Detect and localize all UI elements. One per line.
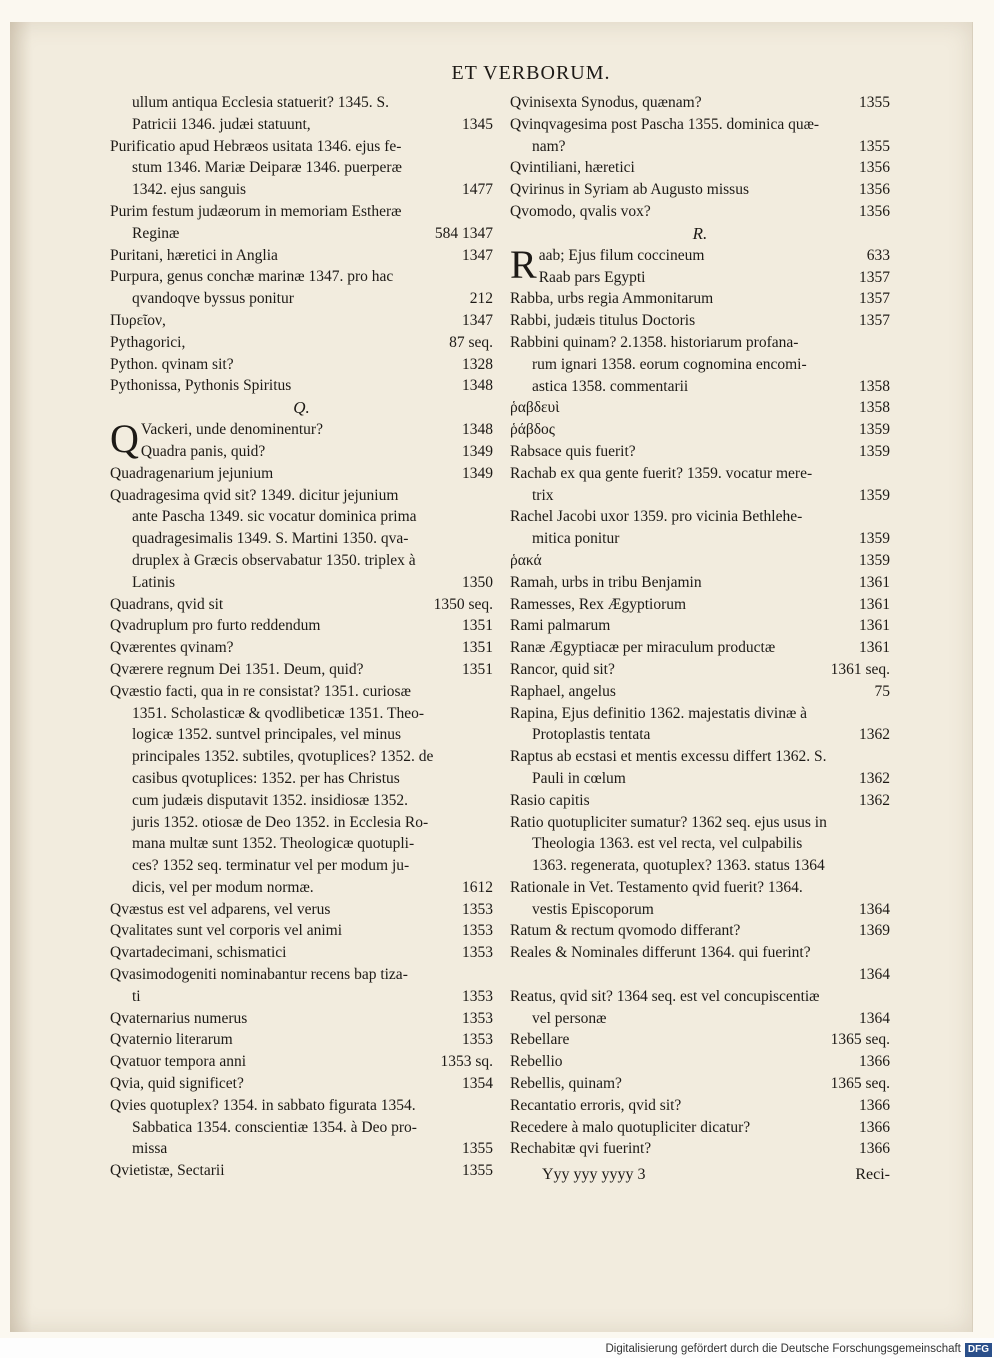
entry-text: Sabbatica 1354. conscientiæ 1354. à Deo pro- bbox=[132, 1118, 417, 1136]
index-entry bbox=[510, 920, 890, 942]
page-reference: 1349 bbox=[462, 464, 493, 482]
index-entry bbox=[510, 572, 890, 594]
left-column bbox=[110, 92, 493, 1182]
page-reference: 1353 bbox=[462, 900, 493, 918]
entry-text: Pauli in cœlum bbox=[532, 769, 626, 787]
entry-text: Rechabitæ qvi fuerint? bbox=[510, 1140, 652, 1158]
page-reference: 75 bbox=[874, 682, 890, 700]
entry-text: vestis Episcoporum bbox=[532, 900, 654, 918]
entry-text: Rasio capitis bbox=[510, 791, 590, 809]
index-entry bbox=[510, 332, 890, 397]
entry-text: Rabbi, judæis titulus Doctoris bbox=[510, 312, 696, 330]
index-entry bbox=[510, 463, 890, 507]
page-reference: 1361 seq. bbox=[830, 660, 890, 678]
entry-text: Rebellio bbox=[510, 1053, 563, 1071]
index-entry bbox=[510, 288, 890, 310]
entry-text: mitica ponitur bbox=[532, 530, 620, 548]
entry-text: Qvia, quid significet? bbox=[110, 1075, 244, 1093]
entry-text: nam? bbox=[532, 137, 566, 155]
index-entry bbox=[510, 1051, 890, 1073]
entry-text: Qværentes qvinam? bbox=[110, 639, 234, 657]
entry-text: Qvalitates sunt vel corporis vel animi bbox=[110, 922, 343, 940]
entry-text: vel personæ bbox=[532, 1009, 607, 1027]
entry-text: Rapina, Ejus definitio 1362. majestatis divinæ à bbox=[510, 704, 808, 722]
entry-text: ces? 1352 seq. terminatur vel per modum ju- bbox=[132, 857, 410, 875]
entry-line bbox=[510, 245, 890, 267]
entry-text: Puritani, hæretici in Anglia bbox=[110, 246, 278, 264]
entry-text: Reginæ bbox=[132, 224, 180, 242]
page-reference: 1351 bbox=[462, 639, 493, 657]
index-entry bbox=[510, 550, 890, 572]
digitization-footer bbox=[0, 1340, 1000, 1358]
index-entry bbox=[110, 942, 493, 964]
entry-text: Protoplastis tentata bbox=[532, 726, 651, 744]
entry-text: trix bbox=[532, 486, 554, 504]
entry-text: ῥακά bbox=[510, 551, 542, 569]
index-entry bbox=[510, 179, 890, 201]
index-entry bbox=[510, 637, 890, 659]
entry-text: Qvasimodogeniti nominabantur recens bap tiza- bbox=[110, 966, 408, 984]
index-entry bbox=[110, 485, 493, 594]
catchword: Reci- bbox=[855, 1166, 890, 1184]
entry-text: Rami palmarum bbox=[510, 617, 611, 635]
index-entry bbox=[510, 659, 890, 681]
index-entry bbox=[510, 397, 890, 419]
page-reference: 1364 bbox=[859, 1009, 890, 1027]
page-reference: 1351 bbox=[462, 660, 493, 678]
entry-text: Latinis bbox=[132, 573, 176, 591]
page-reference: 1362 bbox=[859, 769, 890, 787]
entry-text: Rabbini quinam? 2.1358. historiarum profana- bbox=[510, 333, 799, 351]
page-reference: 1358 bbox=[859, 377, 890, 395]
entry-text: Qvinisexta Synodus, quænam? bbox=[510, 94, 702, 111]
index-entry bbox=[110, 1008, 493, 1030]
entry-text: Πυρεῖον, bbox=[110, 311, 166, 329]
page-reference: 1477 bbox=[462, 181, 493, 199]
entry-text: ῥαβδευὶ bbox=[510, 399, 560, 417]
entry-text: Qvaternarius numerus bbox=[110, 1009, 248, 1027]
index-entry bbox=[110, 659, 493, 681]
letter-heading: Q. bbox=[293, 398, 310, 418]
page-reference: 1612 bbox=[462, 878, 493, 896]
page-reference: 1364 bbox=[859, 900, 890, 918]
index-entry bbox=[510, 114, 890, 158]
entry-text: missa bbox=[132, 1140, 168, 1158]
entry-line bbox=[110, 419, 493, 441]
entry-text: Theologia 1363. est vel recta, vel culpabilis bbox=[532, 835, 803, 853]
page-reference: 87 seq. bbox=[449, 333, 493, 351]
entry-text: juris 1352. otiosæ de Deo 1352. in Ecclesia Ro- bbox=[132, 813, 429, 831]
page-reference: 1365 seq. bbox=[830, 1031, 890, 1049]
page-reference: 1356 bbox=[859, 159, 890, 177]
page-reference: 1328 bbox=[462, 355, 493, 373]
page-reference: 1361 bbox=[859, 639, 890, 657]
index-entry bbox=[510, 703, 890, 747]
entry-text: Ranæ Ægyptiacæ per miraculum productæ bbox=[510, 639, 776, 657]
entry-text: aab; Ejus filum coccineum bbox=[538, 246, 705, 264]
page-reference: 1359 bbox=[859, 486, 890, 504]
page-reference: 1359 bbox=[859, 530, 890, 548]
index-entry bbox=[510, 790, 890, 812]
entry-text: qvandoqve byssus ponitur bbox=[132, 290, 294, 308]
entry-text: Pythonissa, Pythonis Spiritus bbox=[110, 377, 292, 395]
index-entry bbox=[110, 332, 493, 354]
entry-text: Purpura, genus conchæ marinæ 1347. pro hac bbox=[110, 268, 394, 286]
index-entry bbox=[110, 681, 493, 899]
page-reference: 1362 bbox=[859, 791, 890, 809]
page-reference: 1361 bbox=[859, 573, 890, 591]
page-reference: 1366 bbox=[859, 1118, 890, 1136]
index-entry bbox=[510, 92, 890, 114]
page-reference: 1369 bbox=[859, 922, 890, 940]
entry-text: Qvaternio literarum bbox=[110, 1031, 233, 1049]
page-reference: 1361 bbox=[859, 595, 890, 613]
entry-text: Qværere regnum Dei 1351. Deum, quid? bbox=[110, 660, 364, 678]
page-reference: 1357 bbox=[859, 290, 890, 308]
page-reference: 1350 seq. bbox=[433, 595, 493, 613]
index-entry bbox=[510, 594, 890, 616]
entry-text: Purim festum judæorum in memoriam Estheræ bbox=[110, 202, 402, 220]
entry-text: Patricii 1346. judæi statuunt, bbox=[132, 115, 311, 133]
index-entry bbox=[510, 1029, 890, 1051]
page-reference: 1362 bbox=[859, 726, 890, 744]
entry-text: 1363. regenerata, quotuplex? 1363. status 1364 bbox=[532, 857, 825, 875]
signature-mark: Yyy yyy yyyy 3 bbox=[542, 1166, 646, 1184]
entry-text: Rationale in Vet. Testamento qvid fuerit? 1364. bbox=[510, 878, 803, 896]
index-entry bbox=[110, 245, 493, 267]
entry-text: Quadragesima qvid sit? 1349. dicitur jejunium bbox=[110, 486, 399, 504]
page-reference: 1347 bbox=[462, 246, 493, 264]
index-entry bbox=[510, 441, 890, 463]
page-reference: 1355 bbox=[462, 1162, 493, 1180]
page-reference: 633 bbox=[866, 246, 890, 264]
page-reference: 1359 bbox=[859, 551, 890, 569]
page-reference: 212 bbox=[469, 290, 493, 308]
entry-text: rum ignari 1358. eorum cognomina encomi- bbox=[532, 355, 807, 373]
entry-text: 1342. ejus sanguis bbox=[132, 181, 247, 199]
page-reference: 1353 bbox=[462, 1031, 493, 1049]
index-entry bbox=[510, 1117, 890, 1139]
page-reference: 1365 seq. bbox=[830, 1075, 890, 1093]
index-entry bbox=[510, 812, 890, 877]
page-reference: 1354 bbox=[462, 1075, 493, 1093]
index-entry bbox=[110, 964, 493, 1008]
entry-text: Ramah, urbs in tribu Benjamin bbox=[510, 573, 702, 591]
page-reference: 1361 bbox=[859, 617, 890, 635]
index-entry bbox=[110, 266, 493, 310]
page-reference: 1347 bbox=[462, 311, 493, 329]
page-reference: 1356 bbox=[859, 181, 890, 199]
index-entry bbox=[510, 986, 890, 1030]
page-reference: 1355 bbox=[859, 137, 890, 155]
entry-text: Recantatio erroris, qvid sit? bbox=[510, 1096, 682, 1114]
entry-text: Ramesses, Rex Ægyptiorum bbox=[510, 595, 687, 613]
index-entry bbox=[510, 506, 890, 550]
index-entry bbox=[510, 419, 890, 441]
drop-initial: Q bbox=[110, 416, 139, 462]
entry-text: quadragesimalis 1349. S. Martini 1350. qva- bbox=[132, 530, 409, 548]
page-reference: 1350 bbox=[462, 573, 493, 591]
index-entry bbox=[510, 681, 890, 703]
entry-text: druplex à Græcis observabatur 1350. triplex à bbox=[132, 551, 416, 569]
entry-text: Qvatuor tempora anni bbox=[110, 1053, 247, 1071]
entry-text: ullum antiqua Ecclesia statuerit? 1345. S. bbox=[132, 94, 389, 111]
entry-text: Qvadruplum pro furto reddendum bbox=[110, 617, 321, 635]
entry-line bbox=[510, 267, 890, 289]
index-entry bbox=[110, 354, 493, 376]
entry-text: Rabsace quis fuerit? bbox=[510, 442, 636, 460]
page-reference: 1349 bbox=[462, 442, 493, 460]
index-entry bbox=[110, 594, 493, 616]
index-entry bbox=[510, 201, 890, 223]
entry-text: 1351. Scholasticæ & qvodlibeticæ 1351. Theo- bbox=[132, 704, 425, 722]
entry-text: Pythagorici, bbox=[110, 333, 186, 351]
dfg-logo: DFG bbox=[965, 1343, 992, 1357]
entry-text: Python. qvinam sit? bbox=[110, 355, 234, 373]
page-reference: 1348 bbox=[462, 421, 493, 439]
index-entry bbox=[110, 1029, 493, 1051]
entry-text: Purificatio apud Hebræos usitata 1346. ejus fe- bbox=[110, 137, 402, 155]
index-entry bbox=[510, 1095, 890, 1117]
letter-heading: R. bbox=[692, 223, 708, 243]
entry-text: stum 1346. Mariæ Deiparæ 1346. puerperæ bbox=[132, 159, 402, 177]
index-entry bbox=[110, 463, 493, 485]
page-reference: 1358 bbox=[859, 399, 890, 417]
index-entry bbox=[110, 637, 493, 659]
entry-text: Rancor, quid sit? bbox=[510, 660, 615, 678]
entry-text: Quadra panis, quid? bbox=[140, 442, 266, 460]
right-column bbox=[510, 92, 890, 1186]
book-page bbox=[10, 22, 973, 1332]
page-reference: 1355 bbox=[859, 94, 890, 111]
entry-text: Reatus, qvid sit? 1364 seq. est vel concupiscentiæ bbox=[510, 987, 820, 1005]
index-entry bbox=[510, 1138, 890, 1160]
page-reference: 1353 bbox=[462, 987, 493, 1005]
index-entry bbox=[110, 899, 493, 921]
entry-text: Raptus ab ecstasi et mentis excessu differt 1362. S. bbox=[510, 748, 827, 766]
entry-text: Qvietistæ, Sectarii bbox=[110, 1162, 225, 1180]
page-reference: 1366 bbox=[859, 1140, 890, 1158]
entry-text bbox=[510, 964, 890, 986]
entry-text: Rebellis, quinam? bbox=[510, 1075, 622, 1093]
index-entry bbox=[510, 310, 890, 332]
index-entry bbox=[510, 942, 890, 986]
entry-text: Reales & Nominales differunt 1364. qui fuerint? bbox=[510, 944, 811, 962]
page-reference: 1366 bbox=[859, 1053, 890, 1071]
entry-text: Qvæstus est vel adparens, vel verus bbox=[110, 900, 331, 918]
entry-text: Qvirinus in Syriam ab Augusto missus bbox=[510, 181, 749, 199]
index-entry bbox=[110, 1160, 493, 1182]
index-entry bbox=[510, 746, 890, 790]
index-entry bbox=[110, 416, 493, 463]
index-entry bbox=[510, 1073, 890, 1095]
index-entry bbox=[110, 310, 493, 332]
index-entry bbox=[110, 615, 493, 637]
page-reference: 1359 bbox=[859, 421, 890, 439]
index-entry bbox=[110, 1073, 493, 1095]
index-entry bbox=[110, 92, 493, 136]
entry-text: Ratio quotupliciter sumatur? 1362 seq. ejus usus in bbox=[510, 813, 827, 831]
index-entry bbox=[110, 375, 493, 397]
entry-text: cum judæis disputavit 1352. insidiosæ 1352. bbox=[132, 791, 409, 809]
page-reference: 1353 bbox=[462, 922, 493, 940]
index-entry bbox=[110, 201, 493, 245]
page-reference: 1353 sq. bbox=[440, 1053, 493, 1071]
entry-text: Qvies quotuplex? 1354. in sabbato figurata 1354. bbox=[110, 1096, 416, 1114]
page-reference: 1366 bbox=[859, 1096, 890, 1114]
entry-text: Vackeri, unde denominentur? bbox=[140, 421, 323, 439]
page-reference: 1348 bbox=[462, 377, 493, 395]
entry-text: mana multæ sunt 1352. Theologicæ quotupli- bbox=[132, 835, 415, 853]
index-entry bbox=[110, 1095, 493, 1160]
page-reference: 1353 bbox=[462, 1009, 493, 1027]
entry-text: Raab pars Egypti bbox=[538, 268, 646, 286]
entry-text: Qvintiliani, hæretici bbox=[510, 159, 635, 177]
index-entry bbox=[110, 920, 493, 942]
page-reference: 1357 bbox=[859, 312, 890, 330]
index-entry bbox=[510, 157, 890, 179]
index-entry bbox=[110, 136, 493, 201]
entry-text: Rachel Jacobi uxor 1359. pro vicinia Bethlehe- bbox=[510, 508, 803, 526]
running-header: ET VERBORUM. bbox=[451, 62, 611, 84]
entry-text: Qvomodo, qvalis vox? bbox=[510, 202, 651, 220]
index-entry bbox=[510, 877, 890, 921]
entry-text: principales 1352. subtiles, qvotuplices? 1352. de bbox=[132, 748, 434, 766]
page-reference: 1364 bbox=[859, 966, 890, 984]
entry-text: astica 1358. commentarii bbox=[532, 377, 689, 395]
entry-text: ante Pascha 1349. sic vocatur dominica prima bbox=[132, 508, 417, 526]
entry-text: Qvartadecimani, schismatici bbox=[110, 944, 287, 962]
entry-text: dicis, vel per modum normæ. bbox=[132, 878, 314, 896]
drop-initial: R bbox=[510, 241, 537, 287]
page-reference: 1355 bbox=[462, 1140, 493, 1158]
page-reference: 1359 bbox=[859, 442, 890, 460]
entry-text: Raphael, angelus bbox=[510, 682, 616, 700]
page-reference: 584 1347 bbox=[434, 224, 493, 242]
page-reference: 1353 bbox=[462, 944, 493, 962]
entry-text: casibus qvotuplices: 1352. per has Christus bbox=[132, 769, 400, 787]
entry-text: Rabba, urbs regia Ammonitarum bbox=[510, 290, 714, 308]
signature-line bbox=[510, 1164, 890, 1186]
index-entry bbox=[510, 241, 890, 289]
footer-text: Digitalisierung gefördert durch die Deutsche Forschungsgemeinschaft bbox=[605, 1343, 961, 1355]
index-entry bbox=[510, 615, 890, 637]
entry-text: Quadrans, qvid sit bbox=[110, 595, 224, 613]
index-entry bbox=[110, 1051, 493, 1073]
entry-text: ti bbox=[132, 987, 141, 1005]
entry-text: Recedere à malo quotupliciter dicatur? bbox=[510, 1118, 751, 1136]
entry-text: Ratum & rectum qvomodo differant? bbox=[510, 922, 741, 940]
entry-line bbox=[110, 441, 493, 463]
page-reference: 1351 bbox=[462, 617, 493, 635]
page-reference: 1357 bbox=[859, 268, 890, 286]
entry-text: Quadragenarium jejunium bbox=[110, 464, 274, 482]
entry-text: ῥάβδος bbox=[510, 421, 555, 439]
page-reference: 1356 bbox=[859, 202, 890, 220]
entry-text: Qvinqvagesima post Pascha 1355. dominica quæ- bbox=[510, 115, 820, 133]
entry-text: Rachab ex qua gente fuerit? 1359. vocatur mere- bbox=[510, 464, 813, 482]
page-reference: 1345 bbox=[462, 115, 493, 133]
entry-text: logicæ 1352. suntvel principales, vel minus bbox=[132, 726, 402, 744]
entry-text: Qvæstio facti, qua in re consistat? 1351. curiosæ bbox=[110, 682, 411, 700]
entry-text: Rebellare bbox=[510, 1031, 570, 1049]
